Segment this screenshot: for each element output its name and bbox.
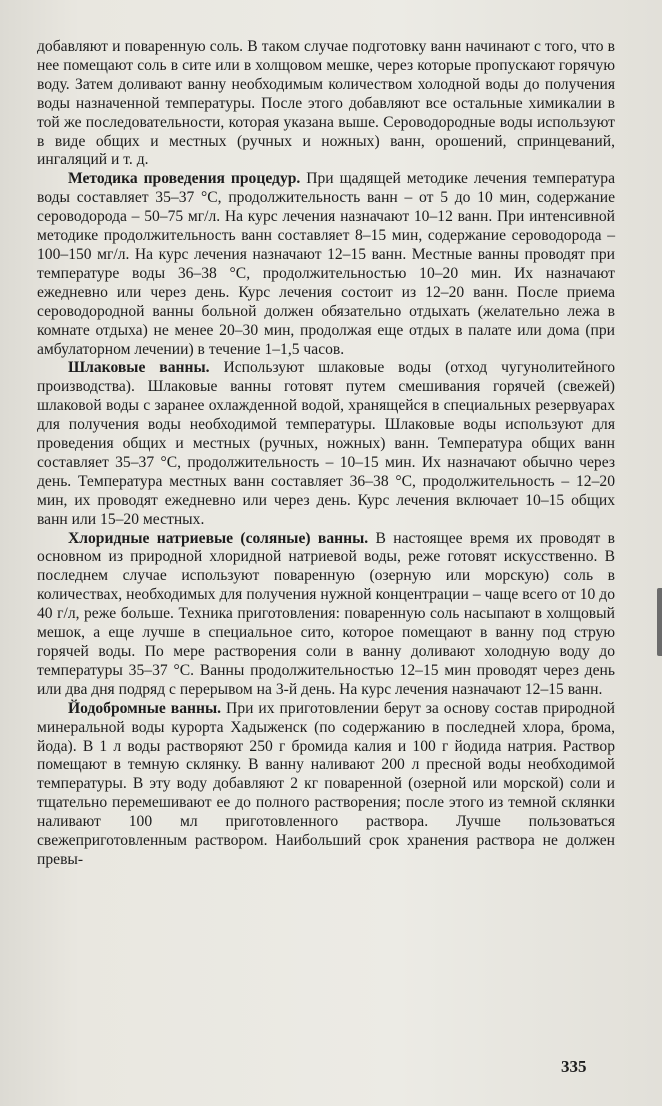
paragraph-heading: Методика проведения процедур. bbox=[68, 170, 301, 188]
paragraph-text: При их приготовлении берут за основу состав природной минеральной воды курорта Хадыженск (по содержанию в последней хлора, брома, йода). В 1 л воды растворяют 250 г бромида калия и 100 г йодида натрия. Раствор помещают в темную склянку. В ванну наливают 200 л пресной воды необходимой температуры. В эту воду добавляют 2 кг поваренной (озерной или морской) соли и тщательно перемешивают ее до полного растворения; после этого из темной склянки наливают 100 мл приготовленного раствора. Лучше пользоваться свежеприготовленным раствором. Наибольший срок хранения раствора не должен превы- bbox=[37, 699, 615, 868]
paragraph-slag-baths bbox=[37, 359, 615, 529]
paragraph-procedure-method bbox=[37, 170, 615, 359]
paragraph-continuation bbox=[37, 38, 615, 170]
page-edge-tab bbox=[657, 588, 662, 656]
page-number: 335 bbox=[561, 1057, 587, 1076]
paragraph-text: Используют шлаковые воды (отход чугунолитейного производства). Шлаковые ванны готовят путем смешивания горячей (свежей) шлаковой воды с заранее охлажденной водой, хранящейся в специальных резервуарах для получения воды необходимой температуры. Шлаковые воды используют для проведения общих и местных (ручных, ножных) ванн. Температура общих ванн составляет 35–37 °С, продолжительность – 10–15 мин. Их назначают обычно через день. Температура местных ванн составляет 36–38 °С, продолжительность – 12–20 мин, их проводят ежедневно или через день. Курс лечения включает 10–15 общих ванн или 15–20 местных. bbox=[37, 359, 615, 528]
paragraph-text: При щадящей методике лечения температура воды составляет 35–37 °С, продолжительность ванн – от 5 до 10 мин, содержание сероводорода – 50–75 мг/л. На курс лечения назначают 10–12 ванн. При интенсивной методике продолжительность ванн составляет 8–15 мин, содержание сероводорода – 100–150 мг/л. На курс лечения назначают 12–15 ванн. Местные ванны проводят при температуре воды 36–38 °С, продолжительностью 10–20 мин. Их назначают ежедневно или через день. Курс лечения состоит из 12–20 ванн. После приема сероводородной ванны больной должен обязательно отдыхать (желательно лежа в комнате отдыха) не менее 20–30 мин, продолжая еще отдых в палате или дома (при амбулаторном лечении) в течение 1–1,5 часов. bbox=[37, 170, 616, 358]
paragraph-text: В настоящее время их проводят в основном из природной хлоридной натриевой воды, реже готовят искусственно. В последнем случае используют поваренную (озерную или морскую) соль в количествах, необходимых для получения нужной концентрации – чаще всего от 10 до 40 г/л, реже больше. Техника приготовления: поваренную соль насыпают в холщовый мешок, а еще лучше в специальное сито, которое помещают в ванну под струю горячей воды. По мере растворения соли в ванну доливают холодную воду до температуры 35–37 °С. Ванны продолжительностью 12–15 мин проводят через день или два дня подряд с перерывом на 3-й день. На курс лечения назначают 12–15 ванн. bbox=[37, 529, 615, 698]
paragraph-sodium-chloride-baths bbox=[37, 530, 615, 700]
paragraph-text: добавляют и поваренную соль. В таком случае подготовку ванн начинают с того, что в нее помещают соль в сите или в холщовом мешке, через которые пропускают горячую воду. Затем доливают ванну необходимым количеством холодной воды до получения воды назначенной температуры. После этого добавляют все остальные химикалии в той же последовательности, которая указана выше. Сероводородные воды используют в виде общих и местных (ручных и ножных) ванн, орошений, спринцеваний, ингаляций и т. д. bbox=[37, 38, 615, 169]
paragraph-heading: Йодобромные ванны. bbox=[68, 699, 222, 717]
paragraph-heading: Шлаковые ванны. bbox=[68, 359, 210, 377]
body-text bbox=[37, 38, 615, 870]
paragraph-iodine-bromine-baths bbox=[37, 700, 615, 870]
paragraph-heading: Хлоридные натриевые (соляные) ванны. bbox=[68, 529, 369, 547]
